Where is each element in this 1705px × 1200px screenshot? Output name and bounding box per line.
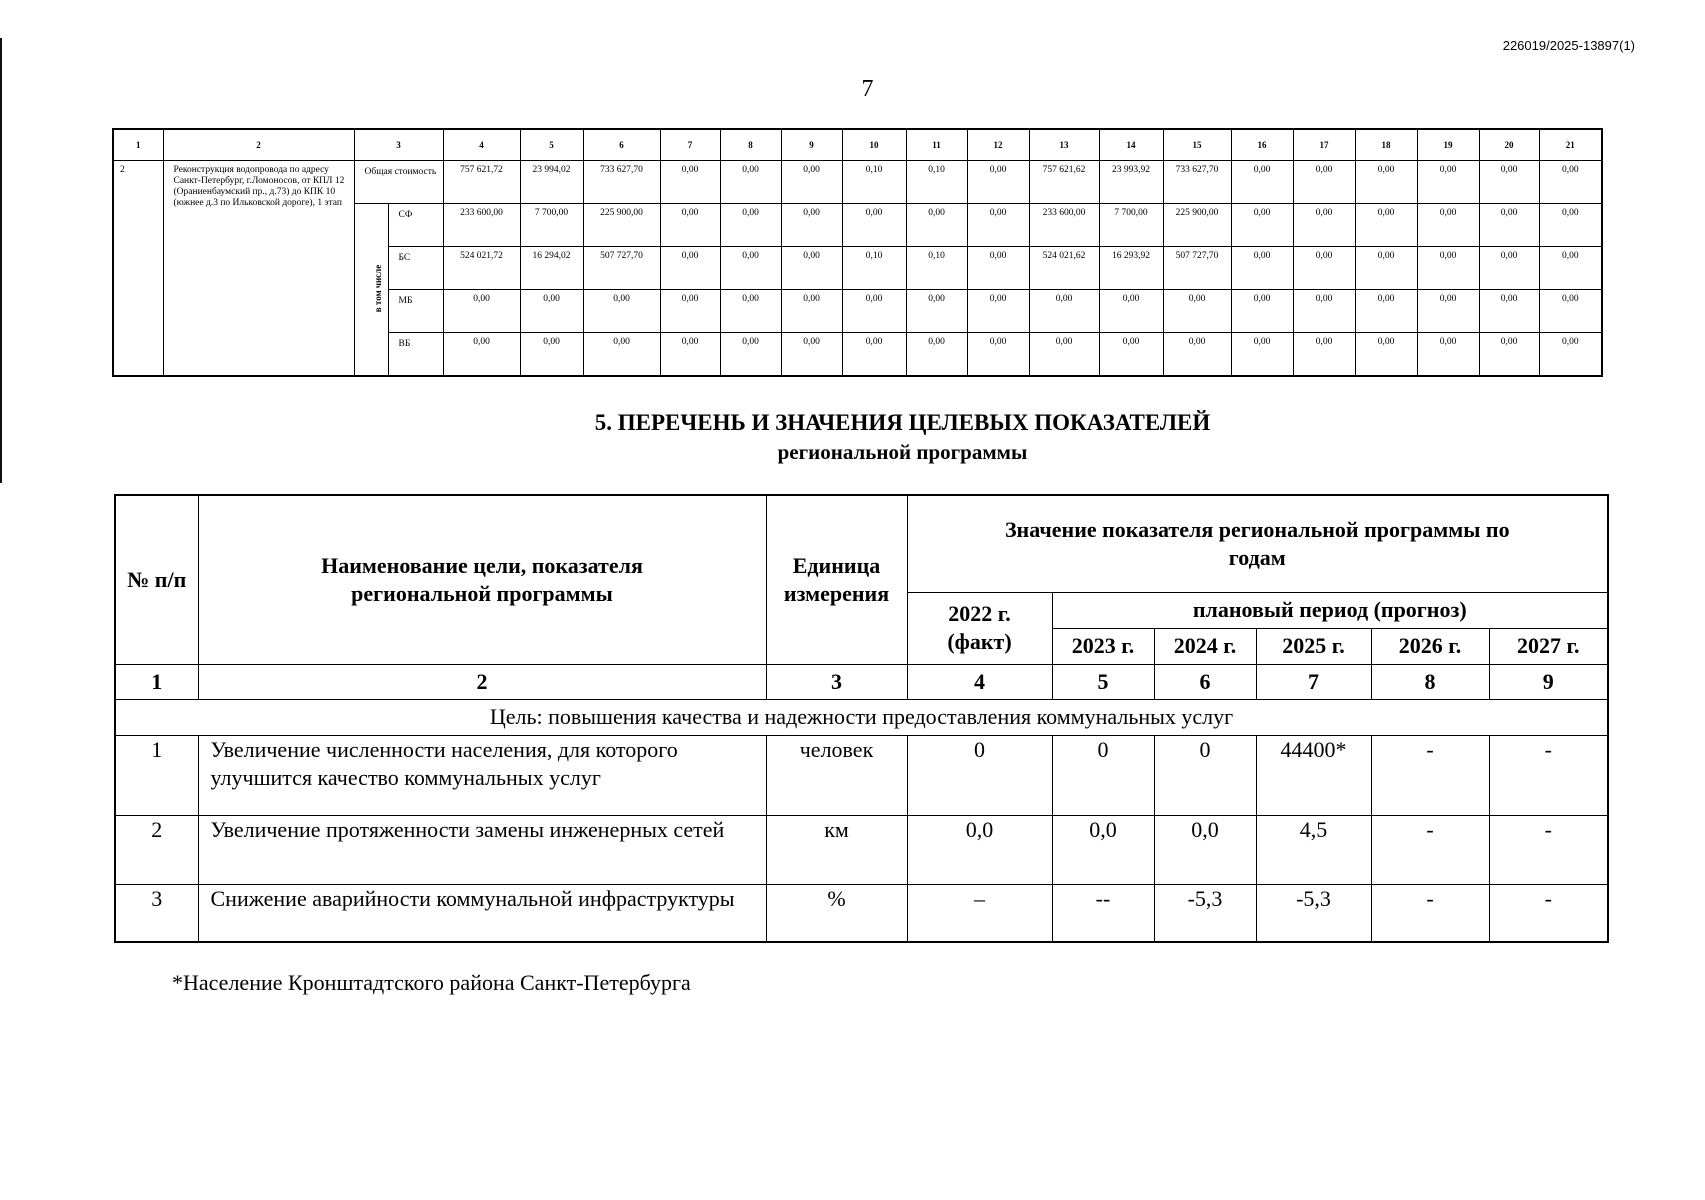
indicator-value: - [1489,815,1608,884]
value-cell: 0,00 [906,204,967,247]
value-cell: 0,00 [781,290,842,333]
value-cell: 0,00 [720,247,781,290]
group-label-text: в том числе [372,265,383,313]
value-cell: 23 994,02 [520,161,583,204]
col-number: 5 [520,129,583,161]
indicator-value: -- [1052,884,1154,942]
header-values-group: Значение показателя региональной программы по годам [907,495,1608,592]
col-number: 6 [583,129,660,161]
indicator-unit: км [766,815,907,884]
value-cell: 0,00 [1355,290,1417,333]
value-cell: 0,00 [660,333,720,376]
value-cell: 0,00 [660,247,720,290]
header-year: 2023 г. [1052,628,1154,664]
value-cell: 0,00 [1029,333,1099,376]
col-number: 8 [720,129,781,161]
value-cell: 0,00 [1479,290,1539,333]
value-cell: 0,10 [906,247,967,290]
value-cell: 0,00 [1417,290,1479,333]
indicators-table [114,494,1609,943]
value-cell: 233 600,00 [1029,204,1099,247]
indicator-num: 3 [115,884,198,942]
value-cell: 0,00 [1479,333,1539,376]
value-cell: 0,00 [1231,290,1293,333]
indicator-value: 0 [1052,735,1154,815]
header-name: Наименование цели, показателя региональной программы [198,495,766,664]
value-cell: 0,00 [520,290,583,333]
value-cell: 23 993,92 [1099,161,1163,204]
value-cell: 0,00 [1539,333,1602,376]
col-number: 21 [1539,129,1602,161]
value-cell: 0,00 [842,204,906,247]
row-number: 2 [113,161,163,376]
col-number: 17 [1293,129,1355,161]
value-cell: 0,00 [720,333,781,376]
col-number: 13 [1029,129,1099,161]
value-cell: 16 293,92 [1099,247,1163,290]
value-cell: 233 600,00 [443,204,520,247]
value-cell: 0,00 [906,290,967,333]
value-cell: 757 621,72 [443,161,520,204]
value-cell: 0,00 [967,247,1029,290]
col-number: 3 [354,129,443,161]
value-cell: 0,00 [583,333,660,376]
indicator-name: Снижение аварийности коммунальной инфраструктуры [198,884,766,942]
value-cell: 0,00 [1029,290,1099,333]
value-cell: 0,00 [1479,204,1539,247]
header-plan-period: плановый период (прогноз) [1052,592,1608,628]
value-cell: 0,00 [842,290,906,333]
value-cell: 0,00 [842,333,906,376]
value-cell: 507 727,70 [583,247,660,290]
funding-code: БС [388,247,443,290]
col-number: 14 [1099,129,1163,161]
value-cell: 0,00 [720,290,781,333]
indicator-value: 0,0 [1052,815,1154,884]
col-number: 9 [1489,664,1608,699]
value-cell: 0,00 [1231,247,1293,290]
indicator-value: 0,0 [907,815,1052,884]
col-number: 7 [1256,664,1371,699]
col-number: 2 [163,129,354,161]
value-cell: 0,00 [1479,161,1539,204]
col-number: 4 [443,129,520,161]
value-cell: 0,00 [1293,290,1355,333]
funding-code: Общая стоимость [354,161,443,204]
indicators-header-row-1 [115,495,1608,592]
value-cell: 757 621,62 [1029,161,1099,204]
value-cell: 0,00 [1163,290,1231,333]
page-number: 7 [861,76,874,102]
col-number: 11 [906,129,967,161]
value-cell: 0,00 [1231,333,1293,376]
value-cell: 0,00 [583,290,660,333]
col-number: 15 [1163,129,1231,161]
value-cell: 0,00 [660,204,720,247]
value-cell: 0,00 [660,161,720,204]
value-cell: 0,00 [967,290,1029,333]
col-number: 3 [766,664,907,699]
value-cell: 0,10 [906,161,967,204]
value-cell: 0,00 [1231,204,1293,247]
col-number: 1 [113,129,163,161]
indicator-value: -5,3 [1256,884,1371,942]
indicator-value: 0 [1154,735,1256,815]
value-cell: 0,00 [1163,333,1231,376]
indicator-value: -5,3 [1154,884,1256,942]
header-year: 2025 г. [1256,628,1371,664]
col-number: 1 [115,664,198,699]
header-fact-year: 2022 г. (факт) [907,592,1052,664]
indicator-row [115,735,1608,815]
indicator-row [115,884,1608,942]
value-cell: 0,00 [1539,290,1602,333]
value-cell: 733 627,70 [583,161,660,204]
value-cell: 0,00 [781,333,842,376]
goal-text: Цель: повышения качества и надежности предоставления коммунальных услуг [115,699,1608,735]
indicator-value: - [1489,735,1608,815]
indicator-value: - [1371,735,1489,815]
finance-header-row [113,129,1602,161]
value-cell: 507 727,70 [1163,247,1231,290]
indicator-value: - [1371,884,1489,942]
value-cell: 0,00 [1479,247,1539,290]
col-number: 4 [907,664,1052,699]
header-year: 2024 г. [1154,628,1256,664]
value-cell: 0,00 [1355,161,1417,204]
value-cell: 0,00 [1293,247,1355,290]
indicator-name: Увеличение численности населения, для которого улучшится качество коммунальных услуг [198,735,766,815]
indicators-goal-row [115,699,1608,735]
value-cell: 0,00 [967,161,1029,204]
col-number: 5 [1052,664,1154,699]
section-subtitle: региональной программы [777,440,1028,464]
indicator-name: Увеличение протяженности замены инженерных сетей [198,815,766,884]
col-number: 12 [967,129,1029,161]
funding-code: МБ [388,290,443,333]
col-number: 20 [1479,129,1539,161]
value-cell: 7 700,00 [520,204,583,247]
indicator-value: – [907,884,1052,942]
value-cell: 0,00 [967,333,1029,376]
finance-table [112,128,1603,377]
value-cell: 0,00 [1417,204,1479,247]
value-cell: 524 021,72 [443,247,520,290]
value-cell: 733 627,70 [1163,161,1231,204]
value-cell: 0,00 [443,333,520,376]
value-cell: 0,00 [1539,247,1602,290]
indicator-num: 1 [115,735,198,815]
value-cell: 0,00 [1099,290,1163,333]
value-cell: 7 700,00 [1099,204,1163,247]
value-cell: 0,00 [1293,333,1355,376]
col-number: 16 [1231,129,1293,161]
indicator-value: 0,0 [1154,815,1256,884]
col-number: 8 [1371,664,1489,699]
document-id: 226019/2025-13897(1) [1502,38,1635,53]
indicator-unit: человек [766,735,907,815]
footnote: *Население Кронштадтского района Санкт-Петербурга [172,970,691,995]
funding-code: ВБ [388,333,443,376]
value-cell: 0,00 [1417,247,1479,290]
indicator-value: - [1371,815,1489,884]
value-cell: 0,00 [781,247,842,290]
value-cell: 0,00 [1417,333,1479,376]
value-cell: 0,00 [443,290,520,333]
value-cell: 0,00 [1231,161,1293,204]
indicator-value: 4,5 [1256,815,1371,884]
col-number: 10 [842,129,906,161]
funding-code: СФ [388,204,443,247]
value-cell: 0,10 [842,247,906,290]
indicator-value: 0 [907,735,1052,815]
value-cell: 0,00 [781,161,842,204]
value-cell: 0,00 [1417,161,1479,204]
indicator-value: 44400* [1256,735,1371,815]
header-unit: Единица измерения [766,495,907,664]
header-year: 2027 г. [1489,628,1608,664]
indicator-value: - [1489,884,1608,942]
value-cell: 524 021,62 [1029,247,1099,290]
value-cell: 0,00 [660,290,720,333]
value-cell: 0,00 [720,204,781,247]
value-cell: 0,00 [1355,204,1417,247]
finance-row-total [113,161,1602,204]
indicator-unit: % [766,884,907,942]
section-title: 5. ПЕРЕЧЕНЬ И ЗНАЧЕНИЯ ЦЕЛЕВЫХ ПОКАЗАТЕЛЕЙ [594,410,1211,435]
value-cell: 16 294,02 [520,247,583,290]
value-cell: 225 900,00 [1163,204,1231,247]
value-cell: 0,00 [1539,161,1602,204]
value-cell: 0,00 [1293,161,1355,204]
value-cell: 0,00 [906,333,967,376]
indicator-row [115,815,1608,884]
col-number: 18 [1355,129,1417,161]
object-name: Реконструкция водопровода по адресу Санкт-Петербург, г.Ломоносов, от КПЛ 12 (Ораниенбаумский пр., д.73) до КПК 10 (южнее д.3 по Ильковской дороге), 1 этап [163,161,354,376]
col-number: 19 [1417,129,1479,161]
value-cell: 0,00 [520,333,583,376]
value-cell: 0,00 [1099,333,1163,376]
value-cell: 0,10 [842,161,906,204]
indicator-num: 2 [115,815,198,884]
value-cell: 225 900,00 [583,204,660,247]
col-number: 6 [1154,664,1256,699]
indicators-colnum-row [115,664,1608,699]
value-cell: 0,00 [781,204,842,247]
col-number: 9 [781,129,842,161]
col-number: 7 [660,129,720,161]
col-number: 2 [198,664,766,699]
value-cell: 0,00 [1355,247,1417,290]
group-label [354,204,388,376]
header-num: № п/п [115,495,198,664]
header-year: 2026 г. [1371,628,1489,664]
value-cell: 0,00 [967,204,1029,247]
value-cell: 0,00 [720,161,781,204]
value-cell: 0,00 [1293,204,1355,247]
value-cell: 0,00 [1539,204,1602,247]
value-cell: 0,00 [1355,333,1417,376]
